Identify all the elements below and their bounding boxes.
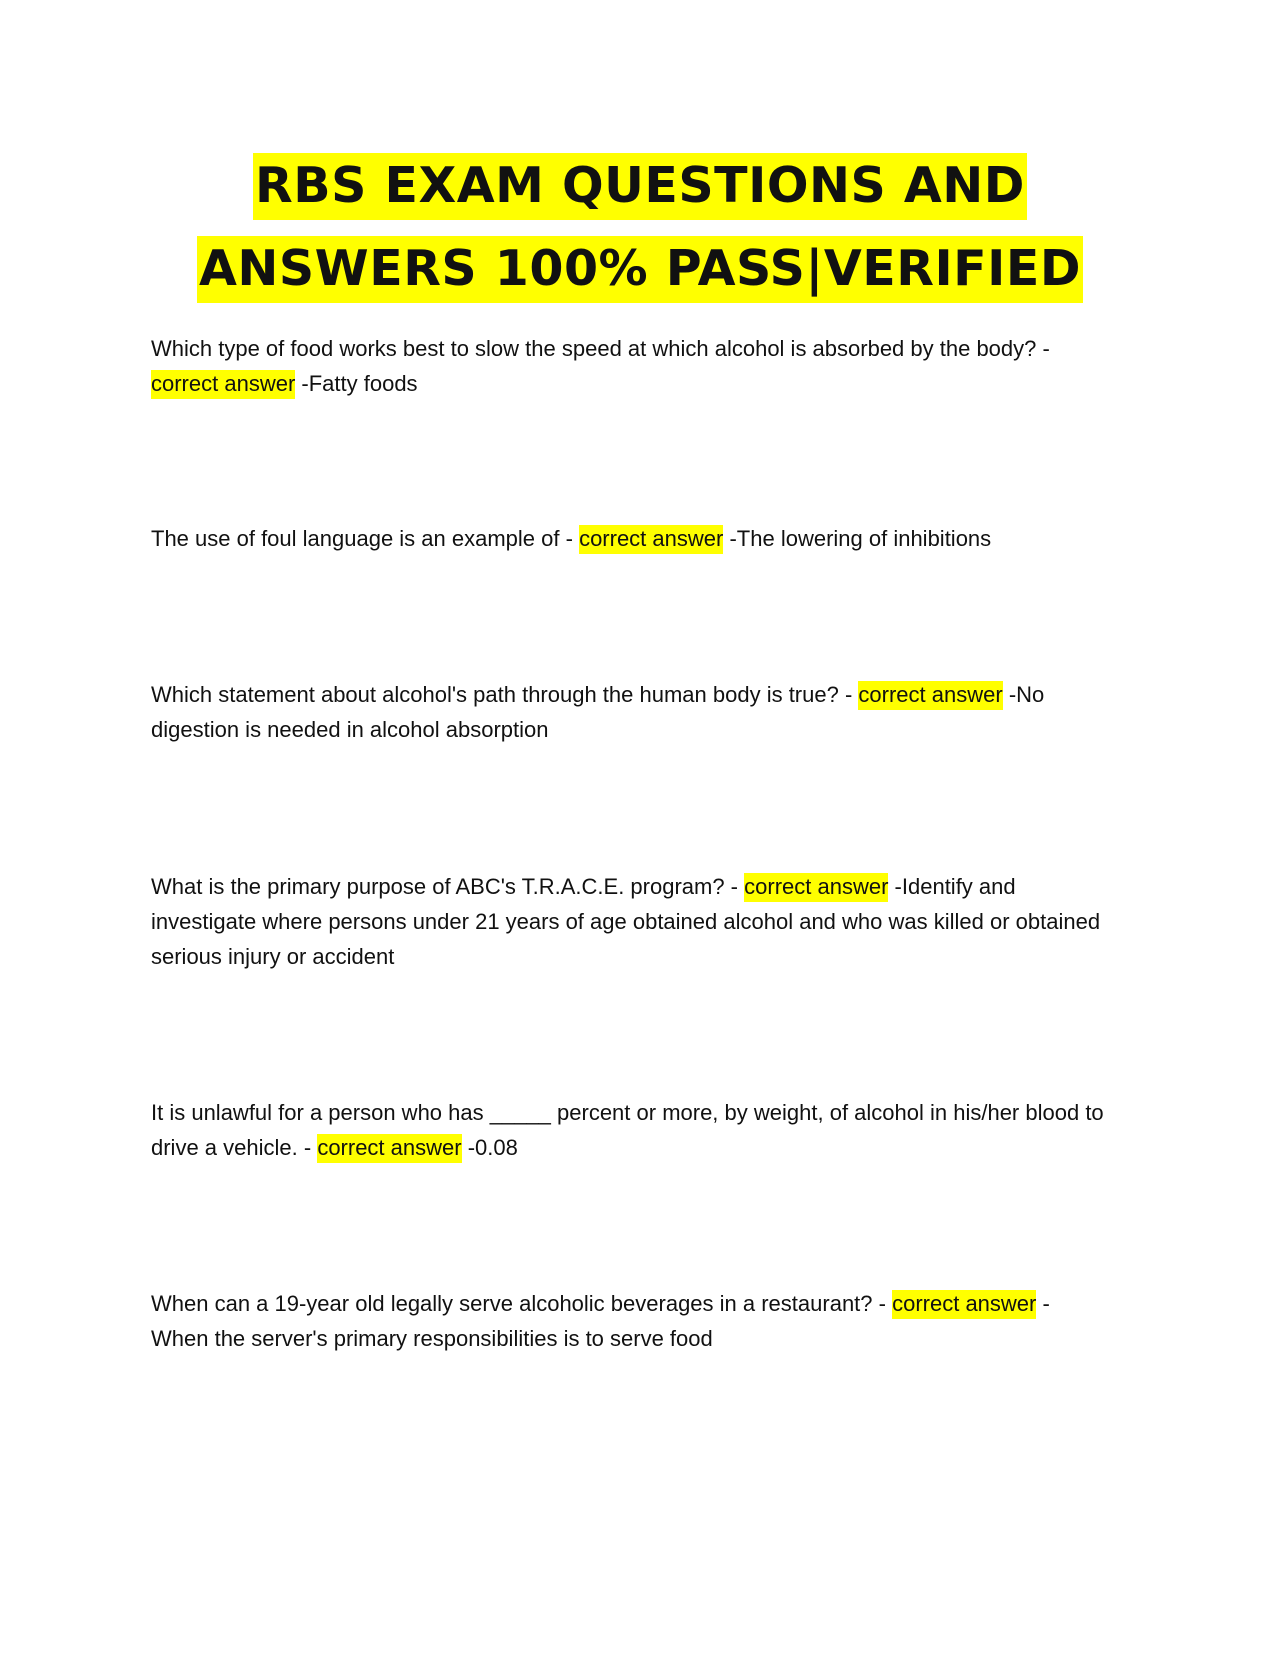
answer-text: - When the server's primary responsibilities is to serve food: [151, 1291, 1050, 1351]
answer-text: -The lowering of inhibitions: [729, 526, 992, 551]
correct-answer-label: correct answer: [317, 1134, 461, 1163]
answer-text: -Identify and investigate where persons under 21 years of age obtained alcohol and who was killed or obtained serious injury or accident: [151, 874, 1101, 969]
answer-text: -0.08: [467, 1135, 518, 1160]
answer-text: -Fatty foods: [301, 371, 418, 396]
correct-answer-label: correct answer: [892, 1290, 1036, 1319]
qa-item-5: [151, 1095, 1111, 1165]
qa-item-3: [151, 677, 1111, 747]
document-title-line-1: [0, 157, 1280, 214]
question-text: The use of foul language is an example of -: [151, 526, 573, 551]
question-text: Which type of food works best to slow the speed at which alcohol is absorbed by the body? -: [151, 336, 1050, 361]
document-title-line-2: [0, 240, 1280, 297]
qa-item-1: [151, 331, 1111, 401]
correct-answer-label: correct answer: [858, 681, 1002, 710]
correct-answer-label: correct answer: [744, 873, 888, 902]
question-text: What is the primary purpose of ABC's T.R.A.C.E. program? -: [151, 874, 739, 899]
correct-answer-label: correct answer: [579, 525, 723, 554]
title-highlight-1: RBS EXAM QUESTIONS AND: [253, 153, 1027, 220]
question-text: Which statement about alcohol's path through the human body is true? -: [151, 682, 853, 707]
question-text: It is unlawful for a person who has _____ percent or more, by weight, of alcohol in his/her blood to drive a vehicle. -: [151, 1100, 1104, 1160]
qa-item-2: [151, 521, 1111, 556]
qa-item-6: [151, 1286, 1111, 1356]
answer-text: -No digestion is needed in alcohol absorption: [151, 682, 1045, 742]
question-text: When can a 19-year old legally serve alcoholic beverages in a restaurant? -: [151, 1291, 886, 1316]
correct-answer-label: correct answer: [151, 370, 295, 399]
title-highlight-2: ANSWERS 100% PASS|VERIFIED: [197, 236, 1083, 303]
qa-item-4: [151, 869, 1111, 974]
